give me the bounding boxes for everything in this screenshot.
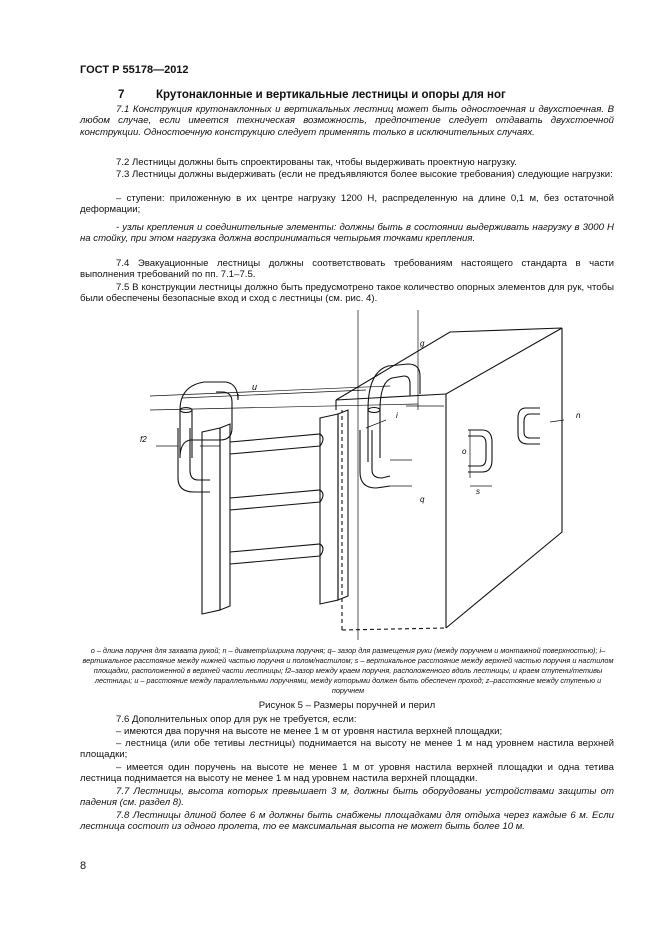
paragraph-7-3-joints: - узлы крепления и соединительные элементы: должны быть в состоянии выдерживать нагрузку в 3000 Н на стойку, при этом нагрузка должна восприниматься четырьмя точками крепления. <box>80 222 614 245</box>
label-o: o <box>462 447 467 456</box>
label-q: q <box>420 495 425 504</box>
section-title: Крутонаклонные и вертикальные лестницы и опоры для ног <box>156 89 506 101</box>
paragraph-7-4: 7.4 Эвакуационные лестницы должны соответствовать требованиям настоящего стандарта в части выполнения требований по пп. 7.1–7.5. <box>80 258 614 281</box>
paragraph-7-6: 7.6 Дополнительных опор для рук не требуется, если: <box>116 714 357 725</box>
ladder-handrail-figure <box>120 310 610 645</box>
label-n: n <box>576 411 581 420</box>
label-s: s <box>476 487 480 496</box>
figure-caption: o – длина поручня для захвата рукой; n – диаметр/ширина поручня; q– зазор для размещения руки (между поручнем и монтажной поверхностью); i–вертикальное расстояние между нижней частью поручня и полом/настилом; s – вертикальное расстояние между верхней частью поручня и настилом площадки, расположенной в верхней части лестницы; f2–зазор между краем поручня, расположенного вдоль лестницы, и краем ступени/тетивы лестницы; u – расстояние между параллельными поручнями, между которыми должен быть обеспечен проход; z–расстояние между ступенью и поручнем <box>82 646 614 695</box>
label-g: g <box>420 339 425 348</box>
paragraph-7-1: 7.1 Конструкция крутонаклонных и вертикальных лестниц может быть одностоечная и двухстоечная. В любом случае, если имеется техническая возможность, предпочтение следует отдавать двухстоечной конструкции. Одностоечную конструкцию следует применять только в исключительных случаях. <box>80 104 614 138</box>
standard-number: ГОСТ Р 55178—2012 <box>80 64 189 76</box>
paragraph-7-2: 7.2 Лестницы должны быть спроектированы так, чтобы выдерживать проектную нагрузку. <box>116 157 517 168</box>
paragraph-7-3: 7.3 Лестницы должны выдерживать (если не предъявляются более высокие требования) следующие нагрузки: <box>116 169 613 180</box>
platform-side <box>446 328 562 628</box>
figure-title: Рисунок 5 – Размеры поручней и перил <box>258 700 436 711</box>
label-i: i <box>396 411 398 420</box>
paragraph-7-5: 7.5 В конструкции лестницы должно быть предусмотрено такое количество опорных элементов для рук, чтобы были обеспечены безопасные вход и сход с лестницы (см. рис. 4). <box>80 282 614 305</box>
paragraph-7-6-item-1: – имеются два поручня на высоте не менее 1 м от уровня настила верхней площадки; <box>116 726 503 737</box>
paragraph-7-8: 7.8 Лестницы длиной более 6 м должны быть снабжены площадками для отдыха через каждые 6 м. Если лестница состоит из одного пролета, то ее максимальная высота не может быть более 10 м. <box>80 810 614 833</box>
page-number: 8 <box>80 860 87 872</box>
label-f2: f2 <box>140 435 147 444</box>
paragraph-7-6-item-2: – лестница (или обе тетивы лестницы) поднимается на высоту не менее 1 м над уровнем настила верхней площадки; <box>80 738 614 761</box>
paragraph-7-3-steps: – ступени: приложенную в их центре нагрузку 1200 Н, распределенную на длине 0,1 м, без остаточной деформации; <box>80 193 614 216</box>
label-u: u <box>252 382 258 392</box>
section-heading <box>80 89 620 101</box>
paragraph-7-7: 7.7 Лестницы, высота которых превышает 3 м, должны быть оборудованы устройствами защиты от падения (см. раздел 8). <box>80 786 614 809</box>
section-number: 7 <box>118 89 125 101</box>
paragraph-7-6-item-3: – имеется один поручень на высоте не менее 1 м от уровня настила верхней площадки и одна тетива лестница поднимается на высоту не менее 1 м над уровнем настила верхней площадки. <box>80 762 614 785</box>
